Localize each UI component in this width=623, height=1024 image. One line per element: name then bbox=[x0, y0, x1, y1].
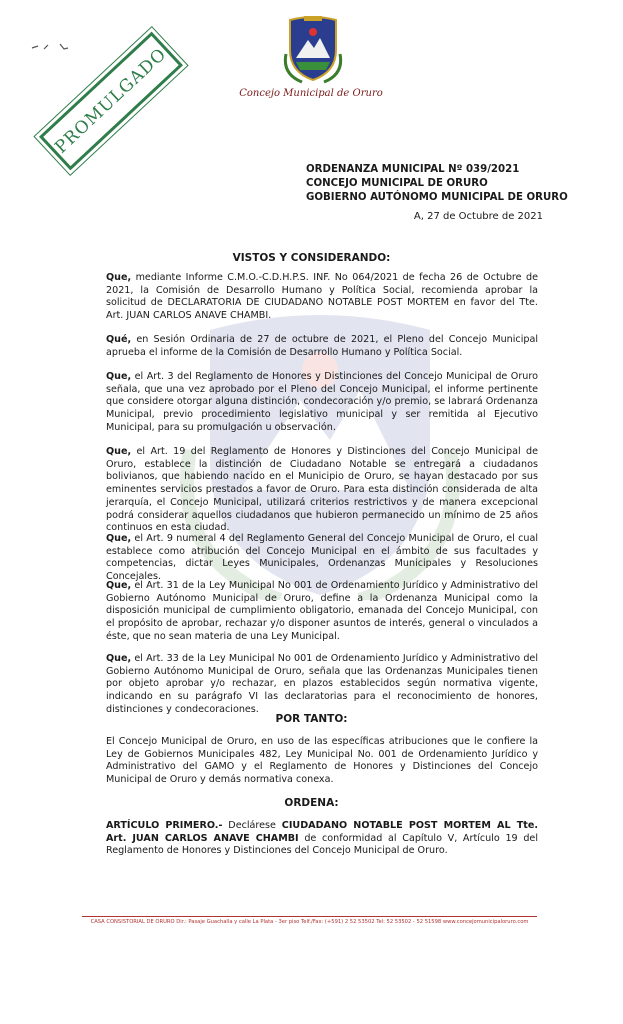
paragraph-text: el Art. 33 de la Ley Municipal No 001 de Ordenamiento Jurídico y Administrativo del Gobierno Autónomo Municipal de Oruro, señala que las Ordenanzas Municipales tienen por objeto aprobar y/o rechazar, en plazos establecidos según normativa vigente, indicando en su parágrafo VI las declaratorias para el reconocimiento de honores, distinciones y condecoraciones. bbox=[106, 653, 538, 715]
section-vistos: VISTOS Y CONSIDERANDO: bbox=[232, 252, 391, 264]
footer-address: CASA CONSISTORIAL DE ORURO Dir.: Pasaje Guachalla y calle La Plata - 3er piso Telf./Fax: (+591) 2 52 53502 Tel: 52 53502 - 52 51598 www.concejomunicipaloruro.com bbox=[90, 919, 529, 925]
paragraph-text: el Art. 9 numeral 4 del Reglamento General del Concejo Municipal de Oruro, el cual establece como atribución del Concejo Municipal en el ámbito de sus facultades y competencias, dictar Leyes Municipales, Ordenanzas Municipales y Resoluciones Concejales. bbox=[106, 533, 538, 583]
paragraph-lead: Que, bbox=[106, 580, 132, 591]
paragraph-lead: Que, bbox=[106, 533, 132, 544]
section-ordena: ORDENA: bbox=[284, 797, 339, 809]
paragraph-text: mediante Informe C.M.O.-C.D.H.P.S. INF. No 064/2021 de fecha 26 de Octubre de 2021, la Comisión de Desarrollo Humano y Política Social, recomienda aprobar la solicitud de DECLARATORIA DE CIUDADANO NOTABLE POST MORTEM en favor del Tte. Art. JUAN CARLOS ANAVE CHAMBI. bbox=[106, 272, 538, 322]
paragraph-1 bbox=[106, 272, 538, 323]
footer-divider bbox=[82, 916, 537, 917]
article-lead: ARTÍCULO PRIMERO.- bbox=[106, 820, 223, 831]
article-text: Declárese bbox=[222, 820, 282, 831]
section-por-tanto: POR TANTO: bbox=[275, 713, 348, 725]
paragraph-lead: Que, bbox=[106, 446, 132, 457]
por-tanto-paragraph: El Concejo Municipal de Oruro, en uso de las específicas atribuciones que le confiere la Ley de Gobiernos Municipales 482, Ley Municipal No. 001 de Ordenamiento Jurídico y Administrativo del GAMO y el Reglamento de Honores y Distinciones del Concejo Municipal de Oruro y demás normativa conexa. bbox=[106, 736, 538, 786]
paragraph-7 bbox=[106, 653, 538, 717]
paragraph-text: el Art. 31 de la Ley Municipal No 001 de Ordenamiento Jurídico y Administrativo del Gobierno Autónomo Municipal de Oruro, define a la Ordenanza Municipal como la disposición municipal de cumplimiento obligatorio, emanada del Concejo Municipal, con el propósito de aprobar, rechazar y/o disponer asuntos de interés, general o vinculados a éste, que no sean materia de una Ley Municipal. bbox=[106, 580, 538, 642]
council-name: Concejo Municipal de Oruro bbox=[239, 88, 383, 99]
article-bold-text: CIUDADANO NOTABLE POST MORTEM AL Tte. Art. JUAN CARLOS ANAVE CHAMBI bbox=[106, 820, 539, 844]
paragraph-text: el Art. 19 del Reglamento de Honores y Distinciones del Concejo Municipal de Oruro, establece la distinción de Ciudadano Notable se entregará a ciudadanos bolivianos, que habiendo nacido en el Municipio de Oruro, se hayan destacado por sus eminentes servicios prestados a favor de Oruro. Para esta distinción considerada de alta jerarquía, el Concejo Municipal, utilizará criterios restrictivos y de manera excepcional podrá considerar aquellos ciudadanos que hubieron permanecido un mínimo de 25 años continuos en esta ciudad. bbox=[106, 446, 538, 534]
paragraph-2 bbox=[106, 334, 538, 359]
council-title: CONCEJO MUNICIPAL DE ORURO bbox=[306, 178, 488, 189]
article-text: de conformidad al Capítulo V, Artículo 19 del Reglamento de Honores y Distinciones del Concejo Municipal de Oruro. bbox=[106, 832, 538, 857]
government-title: GOBIERNO AUTÓNOMO MUNICIPAL DE ORURO bbox=[306, 192, 568, 203]
paragraph-lead: Que, bbox=[106, 653, 132, 664]
ordinance-number: ORDENANZA MUNICIPAL Nº 039/2021 bbox=[306, 164, 520, 175]
paragraph-lead: Qué, bbox=[106, 334, 132, 345]
paragraph-text: el Art. 3 del Reglamento de Honores y Distinciones del Concejo Municipal de Oruro señala, que una vez aprobado por el Pleno del Concejo Municipal, el informe pertinente que considere otorgar alguna distinción, condecoración y/o premio, se labrará Ordenanza Municipal, previo procedimiento legislativo municipal y ser remitida al Ejecutivo Municipal, para su promulgación u observación. bbox=[106, 371, 538, 433]
paragraph-lead: Que, bbox=[106, 371, 132, 382]
paragraph-5 bbox=[106, 533, 538, 584]
paragraph-lead: Que, bbox=[106, 272, 132, 283]
paragraph-4 bbox=[106, 446, 538, 535]
paragraph-text: en Sesión Ordinaria de 27 de octubre de 2021, el Pleno del Concejo Municipal aprueba el informe de la Comisión de Desarrollo Humano y Política Social. bbox=[106, 334, 538, 358]
paragraph-6 bbox=[106, 580, 538, 644]
promulgado-stamp: PROMULGADO bbox=[39, 32, 183, 171]
ordinance-header bbox=[306, 163, 568, 205]
document-date: A, 27 de Octubre de 2021 bbox=[413, 211, 543, 222]
handwritten-mark bbox=[30, 40, 80, 54]
paragraph-3 bbox=[106, 371, 538, 435]
coat-of-arms-icon bbox=[282, 14, 344, 86]
article-first bbox=[106, 820, 538, 858]
